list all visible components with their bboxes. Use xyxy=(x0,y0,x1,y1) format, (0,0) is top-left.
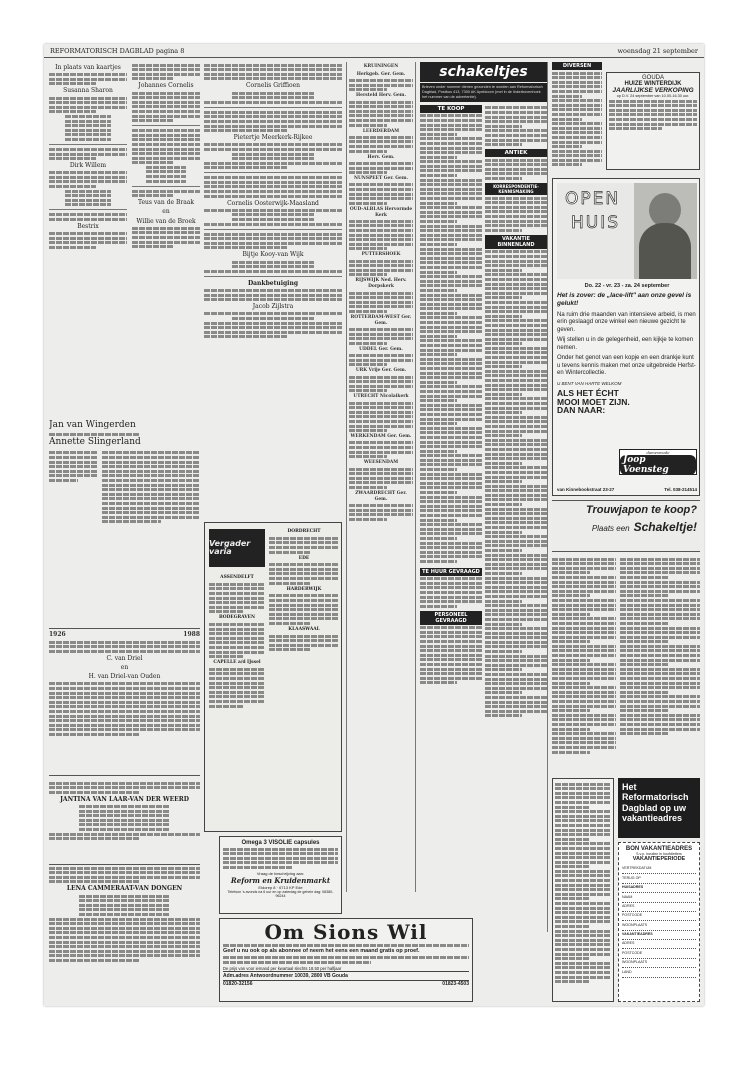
huis-label: HUIS xyxy=(571,213,621,233)
church-name: ROTTERDAM-WEST Ger. Gem. xyxy=(350,314,412,326)
coupon-field[interactable]: VAKANTIEADRES xyxy=(622,931,696,940)
diversen-section xyxy=(552,62,602,174)
omega-brand: Reform en Kruidenmarkt xyxy=(230,875,331,885)
section-te-huur: TE HUUR GEVRAAGD xyxy=(420,568,482,576)
open-huis-welcome: Het is zover: de „lace-lift" aan onze gevel is gelukt! xyxy=(557,292,692,307)
dankbetuiging-heading: Dankbetuiging xyxy=(247,279,299,287)
church-services-column xyxy=(346,62,416,892)
church-name: UTRECHT Nicolaikerk xyxy=(353,394,409,400)
vergader-varia-block xyxy=(204,522,342,832)
open-huis-body1: Na ruim drie maanden van intensieve arbeid, is men erin geslaagd onze winkel een nieuwe gezicht te geven. xyxy=(557,311,696,333)
coupon-field[interactable]: LAND xyxy=(622,968,696,977)
open-huis-invite: U BENT VAN HARTE WELKOM xyxy=(557,380,622,386)
gouda-title: HUIZE WINTERDIJK xyxy=(624,81,682,87)
header-left: REFORMATORISCH DAGBLAD pagina 8 xyxy=(50,46,185,55)
omega-phone: Telefoon 's avonds na 6 uur en op zaterdag de gehele dag: 08380-96244 xyxy=(227,889,334,898)
anniversary-notice xyxy=(49,628,200,776)
church-name: LEERDERDAM xyxy=(362,128,400,134)
trouw-line3: Schakeltje! xyxy=(633,520,697,534)
omega-tag: Vraag de beschrijving aan: xyxy=(256,870,305,876)
newspaper-page xyxy=(44,44,704,1006)
shop-logo xyxy=(619,449,697,475)
section-te-koop: TE KOOP xyxy=(420,105,482,113)
church-name: WERKENDAM Ger. Gem. xyxy=(350,434,412,440)
coupon-field[interactable]: VERTREKDATUM xyxy=(622,865,696,874)
church-name: ZWAARDRECHT Ger. Gem. xyxy=(355,490,407,502)
open-huis-body3: Onder het genot van een kopje en een drankje kunt u tevens kennis maken met onze uitgebreide Herfst- en Wintercollectie. xyxy=(557,355,696,377)
coupon-field[interactable]: POSTCODE xyxy=(622,912,696,921)
right-classifieds-column-2 xyxy=(620,556,700,776)
omega3-ad xyxy=(219,836,342,914)
section-diversen: DIVERSEN xyxy=(552,62,602,70)
coupon-field[interactable]: NAAM xyxy=(622,893,696,902)
church-name: Herv. Gem. xyxy=(367,154,395,160)
coupon-title: BON VAKANTIEADRES xyxy=(625,846,693,852)
section-korrespondentie: KORRESPONDENTIE-KENNISMAKING xyxy=(485,183,547,195)
church-name: RIJSWIJK Ned. Herv. Dorpskerk xyxy=(355,278,407,290)
death-notice-2 xyxy=(49,864,200,1002)
sions-phone: 01820-32156 xyxy=(223,980,253,987)
trouwjapon-ad xyxy=(552,500,700,552)
year-end: 1988 xyxy=(183,631,200,638)
vakantie-coupon xyxy=(618,842,700,1002)
header-right: woensdag 21 september xyxy=(617,46,698,55)
sions-address: Adm.adres Antwoordnummer 10039, 2800 VB Gouda xyxy=(223,971,469,981)
church-name: NUNSPEET Ger. Gem. xyxy=(353,176,409,182)
schakeltjes-logo: schakeltjes xyxy=(420,62,547,82)
gouda-big: JAARLIJKSE VERKOPING xyxy=(612,87,694,94)
church-name: UDDEL Ger. Gem. xyxy=(359,346,403,352)
vakantie-text-block xyxy=(552,778,614,1002)
notice-name: Teus van de Braak xyxy=(137,199,195,207)
deceased-name: LENA CAMMERAAT-VAN DONGEN xyxy=(66,885,183,893)
coupon-field[interactable]: TERUG OP xyxy=(622,874,696,883)
open-label: OPEN xyxy=(565,189,621,209)
section-personeel: PERSONEEL GEVRAAGD xyxy=(420,611,482,625)
vakantie-heading-text: Het Reformatorisch Dagblad op uw vakantieadres xyxy=(622,782,689,824)
shop-address: van Kinnebookstraat 23-27 xyxy=(557,487,615,492)
couple-and: en xyxy=(120,664,129,672)
notice-name: Bestrix xyxy=(77,223,99,231)
notice-name: Cornelis Oosterwijk-Maasland xyxy=(227,199,319,207)
notice-name: Susanna Sharon xyxy=(63,87,113,95)
open-huis-photo xyxy=(557,183,697,279)
trouw-line2: Plaats een xyxy=(591,524,630,533)
open-huis-body2: Wij stellen u in de gelegenheid, een kijkje te komen nemen. xyxy=(557,337,694,351)
open-huis-als: ALS HET ÉCHT MOOI MOET ZIJN. DAN NAAR: xyxy=(557,387,630,416)
coupon-period: VAKANTIEPERIODE xyxy=(632,856,686,862)
shop-phone: Tel. 038-214514 xyxy=(664,487,697,492)
notice-title: In plaats van kaartjes xyxy=(55,64,121,71)
meetings-list-left: ASSENDELFT BODEGRAVEN CAPELLE a/d IJssel xyxy=(209,573,265,709)
model-head xyxy=(649,193,681,227)
coupon-field[interactable]: WOONPLAATS xyxy=(622,959,696,968)
year-start: 1926 xyxy=(49,631,66,638)
notice-large-name: Annette Slingerland xyxy=(49,436,141,447)
trouw-line1: Trouwjapon te koop? xyxy=(585,504,697,516)
schakeltjes-section xyxy=(420,62,548,932)
coupon-fields xyxy=(622,865,696,978)
coupon-field[interactable]: ADRES xyxy=(622,903,696,912)
notice-name: Pietertje Meerkerk-Rijkee xyxy=(233,134,313,142)
schakeltjes-intro: Brieven onder nummer dienen gezonden te worden aan Reformatorisch Dagblad, Postbus 413, 7300 AK Apeldoorn (met in de linkerbovenhoek het nummer van de advertentie). xyxy=(420,83,547,102)
vergader-varia-logo: Vergader varia xyxy=(209,529,265,567)
couple-name: C. van Driel xyxy=(106,654,143,662)
notice-large-name: Jan van Wingerden xyxy=(49,420,136,430)
church-name: URK Vrije Ger. Gem. xyxy=(355,368,407,374)
notices-wide xyxy=(49,419,200,624)
church-name: Herkgeb. Ger. Gem. xyxy=(356,71,406,77)
sions-tagline: Geef u nu ook op als abonnee of neem het eens een maand gratis op proef. xyxy=(223,948,420,955)
notices-column-3 xyxy=(204,62,342,517)
open-huis-dates: Do. 22 - vr. 23 - za. 24 september xyxy=(584,283,670,289)
open-huis-ad xyxy=(552,178,700,496)
notices-column-2 xyxy=(132,62,200,422)
notice-name: Bijtje Kooy-van Wijk xyxy=(242,251,304,259)
coupon-field[interactable]: HUISADRES xyxy=(622,884,696,893)
omega-title: Omega 3 VISOLIE capsules xyxy=(241,840,320,846)
church-name: WEESENDAM xyxy=(363,460,399,466)
shop-tag: damesmode xyxy=(646,449,670,455)
coupon-field[interactable]: ADRES xyxy=(622,940,696,949)
gouda-time: op D.V. 24 september van 10.00-16.30 uur. xyxy=(616,94,690,98)
sions-price: De prijs van voor iemand per kwartaal slechts 18.50 per halfjaar xyxy=(223,965,342,971)
church-name: Hersteld Herv. Gem. xyxy=(356,93,406,99)
notice-name: Willie van de Broek xyxy=(136,217,196,225)
coupon-field[interactable]: WOONPLAATS xyxy=(622,921,696,930)
omega-address: Eldorep 8 · 6713 KP Ede xyxy=(258,884,303,890)
notice-name: Cornelis Griffioen xyxy=(245,82,301,90)
gouda-sub: GOUDA xyxy=(641,75,664,81)
coupon-field[interactable]: POSTCODE xyxy=(622,949,696,958)
section-vakantie: VAKANTIE BINNENLAND xyxy=(485,235,547,249)
deceased-name: JANTINA VAN LAAR-VAN DER WEERD xyxy=(60,795,189,803)
church-title: KRUININGEN xyxy=(363,64,399,69)
vakantie-heading xyxy=(618,778,700,838)
couple-name: H. van Driel-van Ouden xyxy=(88,673,161,681)
church-name: PUTTERSHOEK xyxy=(361,252,401,258)
shop-name: Joop Voensteg xyxy=(620,455,696,475)
death-notice-1 xyxy=(49,780,200,860)
gouda-winterdijk-ad xyxy=(606,72,700,170)
model-body xyxy=(639,223,691,279)
notice-name: Dirk Willem xyxy=(69,162,107,170)
notice-name: Jacob Zijlstra xyxy=(252,303,294,311)
coupon-subtitle: S.v.p. invullen in hoofdletters xyxy=(636,852,682,856)
right-classifieds-column xyxy=(552,556,616,776)
page-header xyxy=(44,44,704,58)
sions-title: Om Sions Wil xyxy=(264,920,428,944)
church-name: OUD-ALBLAS Hervormde Kerk xyxy=(349,206,413,218)
sions-phone2: 01823-4503 xyxy=(442,980,469,987)
notice-and: en xyxy=(162,208,170,216)
section-antiek: ANTIEK xyxy=(485,149,547,157)
notice-name: Johannes Cornelis xyxy=(138,82,194,90)
meetings-list: DORDRECHT EDE HARDERWIJK KLAASWAAL xyxy=(269,527,339,653)
